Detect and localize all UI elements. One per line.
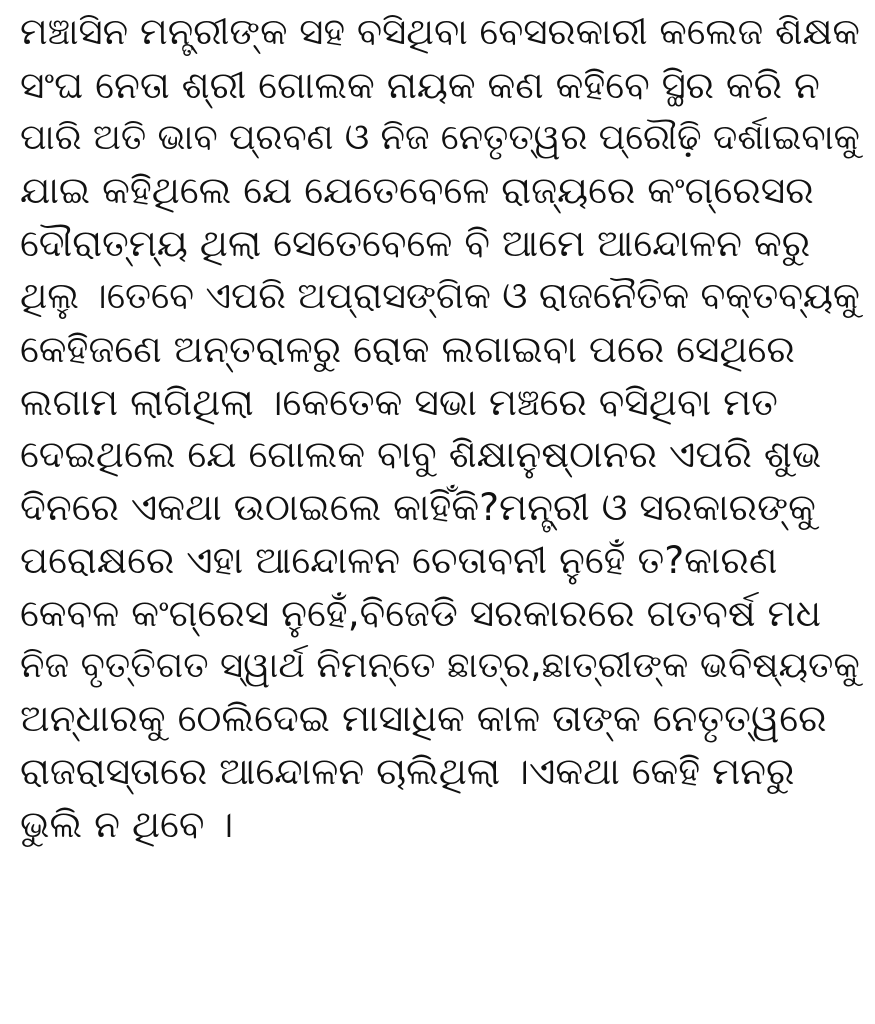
- text-line: ମଞ୍ଚାସିନ ମନ୍ତ୍ରୀଙ୍କ ସହ ବସିଥିବା ବେସରକାରୀ କଲେଜ ଶିକ୍ଷକ: [20, 10, 860, 53]
- text-line: ଅନ୍ଧାରକୁ ଠେଲିଦେଇ ମାସାଧିକ କାଳ ତାଙ୍କ ନେତୃତ୍ୱରେ: [20, 696, 827, 741]
- text-line: ପାରି ଅତି ଭାବ ପ୍ରବଣ ଓ ନିଜ ନେତୃତ୍ୱର ପ୍ରୌଢ଼ି ଦର୍ଶାଇବାକୁ: [20, 116, 860, 158]
- text-line: ପରୋକ୍ଷରେ ଏହା ଆନ୍ଦୋଳନ ଚେତାବନୀ ନୁହେଁ ତ?କାରଣ: [20, 537, 778, 582]
- text-line: ଦେଇଥିଲେ ଯେ ଗୋଲକ ବାବୁ ଶିକ୍ଷାନୁଷ୍ଠାନର ଏପରି ଶୁଭ: [20, 432, 822, 477]
- text-line: ରାଜରାସ୍ତାରେ ଆନ୍ଦୋଳନ ଚାଲିଥିଲା ।ଏକଥା କେହି ମନରୁ: [20, 749, 795, 794]
- text-line: ଲଗାମ ଲାଗିଥିଲା ।କେତେକ ସଭା ମଞ୍ଚରେ ବସିଥିବା ମତ: [20, 379, 778, 424]
- text-line: ଭୁଲି ନ ଥିବେ ।: [20, 801, 234, 846]
- text-line: ନିଜ ବୃତ୍ତିଗତ ସ୍ୱାର୍ଥ ନିମନ୍ତେ ଛାତ୍ର,ଛାତ୍ରୀଙ୍କ ଭବିଷ୍ୟତକୁ: [20, 644, 860, 686]
- text-line: ଦିନରେ ଏକଥା ଉଠାଇଲେ କାହିଁକି?ମନ୍ତ୍ରୀ ଓ ସରକାରଙ୍କୁ: [20, 485, 816, 530]
- text-line: ଦୌରାତ୍ମ୍ୟ ଥିଲା ସେତେବେଳେ ବି ଆମେ ଆନ୍ଦୋଳନ କରୁ: [20, 221, 811, 266]
- text-line: କେହିଜଣେ ଅନ୍ତରାଳରୁ ରୋକ ଲଗାଇବା ପରେ ସେଥିରେ: [20, 326, 795, 371]
- text-line: କେବଳ କଂଗ୍ରେସ ନୁହେଁ,ବିଜେଡି ସରକାରରେ ଗତବର୍ଷ ମଧ: [20, 590, 822, 635]
- text-line: ସଂଘ ନେତା ଶ୍ରୀ ଗୋଲକ ନାୟକ କଣ କହିବେ ସ୍ଥିର କରି ନ: [20, 62, 820, 107]
- article-text: [20, 6, 870, 851]
- text-line: ଥିଲୁ ।ତେବେ ଏପରି ଅପ୍ରାସଙ୍ଗିକ ଓ ରାଜନୈତିକ ବକ୍ତବ୍ୟକୁ: [20, 273, 860, 317]
- text-line: ଯାଇ କହିଥିଲେ ଯେ ଯେତେବେଳେ ରାଜ୍ୟରେ କଂଗ୍ରେସର: [20, 168, 814, 213]
